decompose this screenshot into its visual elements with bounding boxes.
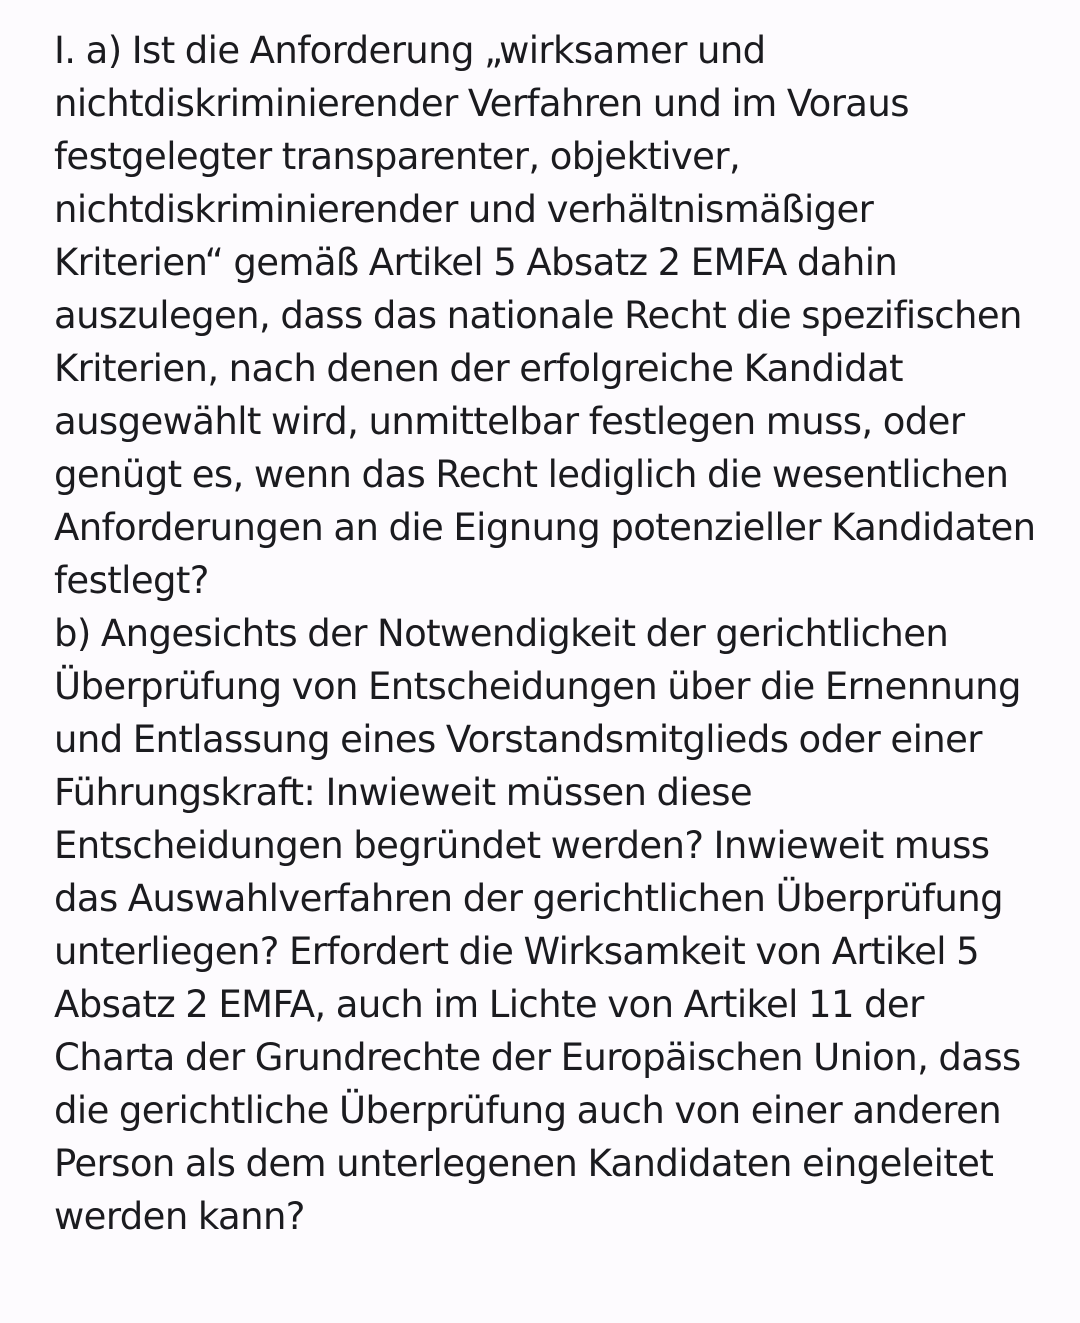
question-a-paragraph: I. a) Ist die Anforderung „wirksamer und nichtdiskriminierender Verfahren und im Voraus festgelegter transparenter, objektiver, nichtdiskriminierender und verhältnismäßiger Kriterien“ gemäß Artikel 5 Absatz 2 EMFA dahin auszulegen, dass das nationale Recht die spezifischen Kriterien, nach denen der erfolgreiche Kandidat ausgewählt wird, unmittelbar festlegen muss, oder genügt es, wenn das Recht lediglich die wesentlichen Anforderungen an die Eignung potenzieller Kandidaten festlegt? <box>54 29 1036 602</box>
question-b-paragraph: b) Angesichts der Notwendigkeit der gerichtlichen Überprüfung von Entscheidungen über die Ernennung und Entlassung eines Vorstandsmitglieds oder einer Führungskraft: Inwieweit müssen diese Entscheidungen begründet werden? Inwieweit muss das Auswahlverfahren der gerichtlichen Überprüfung unterliegen? Erfordert die Wirksamkeit von Artikel 5 Absatz 2 EMFA, auch im Lichte von Artikel 11 der Charta der Grundrechte der Europäischen Union, dass die gerichtliche Überprüfung auch von einer anderen Person als dem unterlegenen Kandidaten eingeleitet werden kann? <box>54 612 1021 1238</box>
